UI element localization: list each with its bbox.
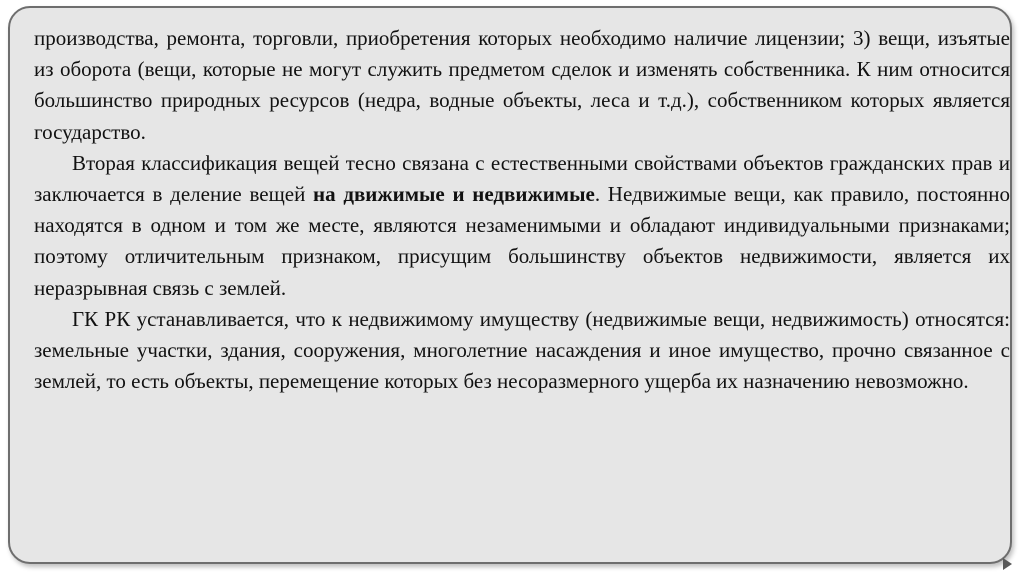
triangle-right-icon[interactable] (1003, 558, 1012, 570)
paragraph-2 (34, 148, 1010, 304)
document-body (34, 23, 1010, 397)
paragraph-3-text: ГК РК устанавливается, что к недвижимому имуществу (недвижимые вещи, недвижимость) относятся: земельные участки, здания, сооружения, многолетние насаждения и иное имущество, прочно связанное с землей, то есть объекты, перемещение которых без несоразмерного ущерба их назначению невозможно. (34, 306, 1010, 394)
paragraph-3 (34, 304, 1010, 398)
paragraph-1-text: производства, ремонта, торговли, приобретения которых необходимо наличие лицензии; 3) вещи, изъятые из оборота (вещи, которые не могут служить предметом сделок и изменять собственника. К ним относится большинство природных ресурсов (недра, водные объекты, леса и т.д.), собственником которых является государство. (34, 26, 1010, 144)
paragraph-2-text-before: Вторая классификация вещей тесно связана с естественными свойствами объектов гражданских прав и заключается в деление вещей (34, 150, 1010, 207)
text-panel (8, 6, 1012, 564)
paragraph-2-bold-term: на движимые и недвижимые (313, 182, 595, 207)
paragraph-2-text-after: . Недвижимые вещи, как правило, постоянно находятся в одном и том же месте, являются незаменимыми и обладают индивидуальными признаками; поэтому отличительным признаком, присущим большинству объектов недвижимости, является их неразрывная связь с землей. (34, 182, 1010, 300)
paragraph-1 (34, 23, 1010, 148)
